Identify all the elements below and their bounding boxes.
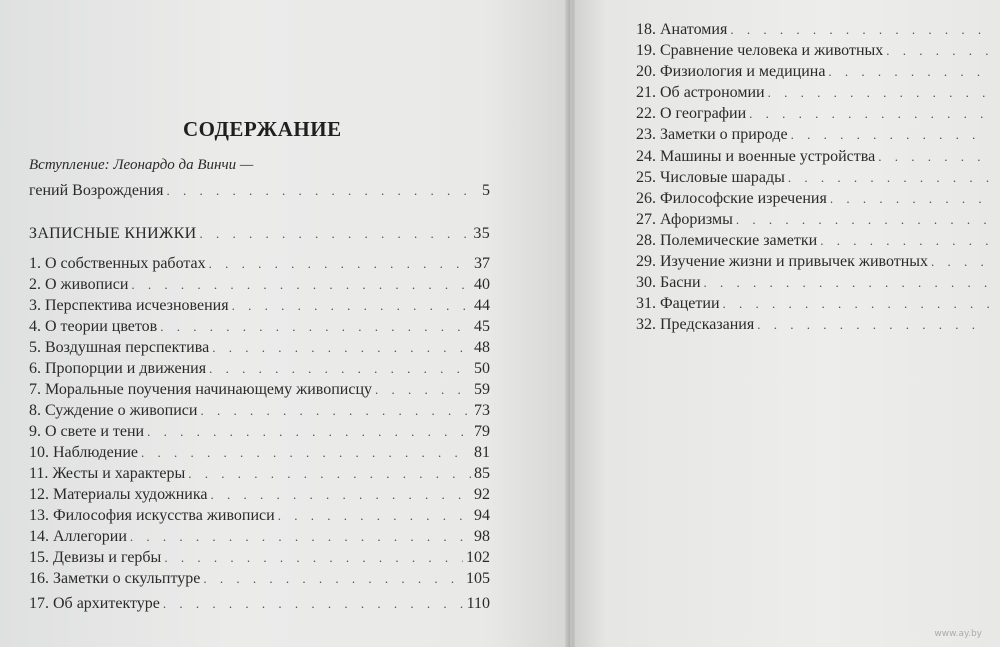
toc-entry [29,568,490,590]
leader-dots [232,295,471,317]
toc-entry-page: 50 [474,360,490,377]
toc-entry-title: 10. Наблюдение [29,444,138,461]
toc-entry-title: 30. Басни [636,274,701,291]
toc-entry [29,463,490,485]
section-page: 35 [473,225,490,242]
leader-dots [886,40,989,62]
leader-dots [130,526,471,548]
toc-entry [29,593,490,615]
leader-dots [209,358,471,380]
toc-entry-title: 4. О теории цветов [29,318,158,335]
toc-entry-page: 105 [466,570,490,587]
toc-entry-title: 17. Об архитектуре [29,595,160,612]
toc-entry-title: 12. Материалы художника [29,486,208,503]
toc-entry [29,526,490,548]
toc-entry-title: 19. Сравнение человека и животных [636,42,884,59]
toc-entry-page: 92 [474,486,490,503]
leader-dots [199,223,470,245]
toc-entry [29,316,490,338]
toc-entry-page: 79 [474,423,490,440]
leader-dots [164,547,463,569]
toc-entry [636,188,992,210]
toc-entry-title: 27. Афоризмы [636,211,733,228]
intro-title-line1: Вступление: Леонардо да Винчи — [29,157,254,173]
leader-dots [791,124,989,146]
leader-dots [757,314,989,336]
toc-entry-page: 81 [474,444,490,461]
toc-entry-title: 25. Числовые шарады [636,169,785,186]
toc-entry-title: 9. О свете и тени [29,423,145,440]
toc-entry-page: 37 [474,255,490,272]
toc-entry [636,314,992,336]
leader-dots [931,251,989,273]
toc-entry-title: 1. О собственных работах [29,255,206,272]
toc-entry [29,505,490,527]
toc-entry-page: 59 [474,381,490,398]
leader-dots [375,379,471,401]
toc-entry-title: 5. Воздушная перспектива [29,339,210,356]
leader-dots [210,484,471,506]
toc-entry-title: 13. Философия искусства живописи [29,507,275,524]
toc-entry-title: 2. О живописи [29,276,129,293]
toc-entry-page: 45 [474,318,490,335]
toc-entry-title: 7. Моральные поучения начинающему живописцу [29,381,372,398]
toc-entry [636,251,992,273]
toc-entry-title: 24. Машины и военные устройства [636,148,876,165]
toc-entry-title: 23. Заметки о природе [636,126,788,143]
toc-entry-title: 3. Перспектива исчезновения [29,297,229,314]
toc-entry [636,209,992,231]
toc-entry-title: 14. Аллегории [29,528,127,545]
toc-entry [29,400,490,422]
toc-entry [29,484,490,506]
leader-dots [141,442,471,464]
toc-entry [636,82,992,104]
toc-entry [29,337,490,359]
leader-dots [820,230,989,252]
toc-entry [636,103,992,125]
toc-entry-title: 20. Физиология и медицина [636,63,826,80]
toc-entry [29,358,490,380]
leader-dots [736,209,989,231]
leader-dots [209,253,471,275]
toc-entry-title: 32. Предсказания [636,316,755,333]
toc-entry-title: 31. Фацетии [636,295,720,312]
toc-entry-title: 22. О географии [636,105,747,122]
leader-dots [830,188,989,210]
leader-dots [704,272,989,294]
toc-entry [29,379,490,401]
leader-dots [768,82,989,104]
toc-entry-title: 16. Заметки о скульптуре [29,570,201,587]
leader-dots [878,146,989,168]
toc-entry-page: 44 [474,297,490,314]
intro-page: 5 [482,182,490,199]
toc-entry-page: 48 [474,339,490,356]
toc-entry-page: 110 [466,595,490,612]
toc-entry-page: 94 [474,507,490,524]
toc-entry-title: 6. Пропорции и движения [29,360,207,377]
contents-heading: СОДЕРЖАНИЕ [183,117,342,141]
toc-entry-title: 15. Девизы и гербы [29,549,162,566]
leader-dots [828,61,989,83]
intro-title-line2: гений Возрождения [29,182,164,199]
toc-entry-page: 73 [474,402,490,419]
toc-entry-title: 29. Изучение жизни и привычек животных [636,253,929,270]
toc-entry-page: 98 [474,528,490,545]
toc-entry [29,253,490,275]
section-title: ЗАПИСНЫЕ КНИЖКИ [29,225,197,242]
leader-dots [163,593,464,615]
leader-dots [730,19,989,41]
leader-dots [200,400,471,422]
toc-entry [29,274,490,296]
toc-entry [636,293,992,315]
toc-entry [636,124,992,146]
toc-entry [29,295,490,317]
leader-dots [723,293,989,315]
toc-entry-title: 26. Философские изречения [636,190,827,207]
leader-dots [749,103,989,125]
leader-dots [212,337,471,359]
intro-entry [29,180,490,202]
toc-entry [636,19,992,41]
toc-entry-title: 11. Жесты и характеры [29,465,186,482]
toc-entry [29,547,490,569]
leader-dots [788,167,989,189]
toc-entry [636,272,992,294]
toc-entry-page: 102 [466,549,490,566]
toc-entry-title: 8. Суждение о живописи [29,402,198,419]
leader-dots [167,180,479,202]
leader-dots [203,568,463,590]
watermark: www.ay.by [934,629,982,639]
toc-entry [636,61,992,83]
leader-dots [278,505,471,527]
toc-entry-title: 28. Полемические заметки [636,232,818,249]
section-entry [29,223,490,245]
toc-entry-title: 18. Анатомия [636,21,728,38]
toc-entry-title: 21. Об астрономии [636,84,765,101]
toc-entry-page: 85 [474,465,490,482]
toc-entry [29,421,490,443]
leader-dots [188,463,471,485]
toc-entry [636,167,992,189]
book-gutter [565,0,575,647]
leader-dots [131,274,471,296]
leader-dots [147,421,471,443]
toc-entry [636,230,992,252]
toc-entry [636,146,992,168]
toc-entry [636,40,992,62]
leader-dots [160,316,471,338]
toc-entry [29,442,490,464]
toc-entry-page: 40 [474,276,490,293]
